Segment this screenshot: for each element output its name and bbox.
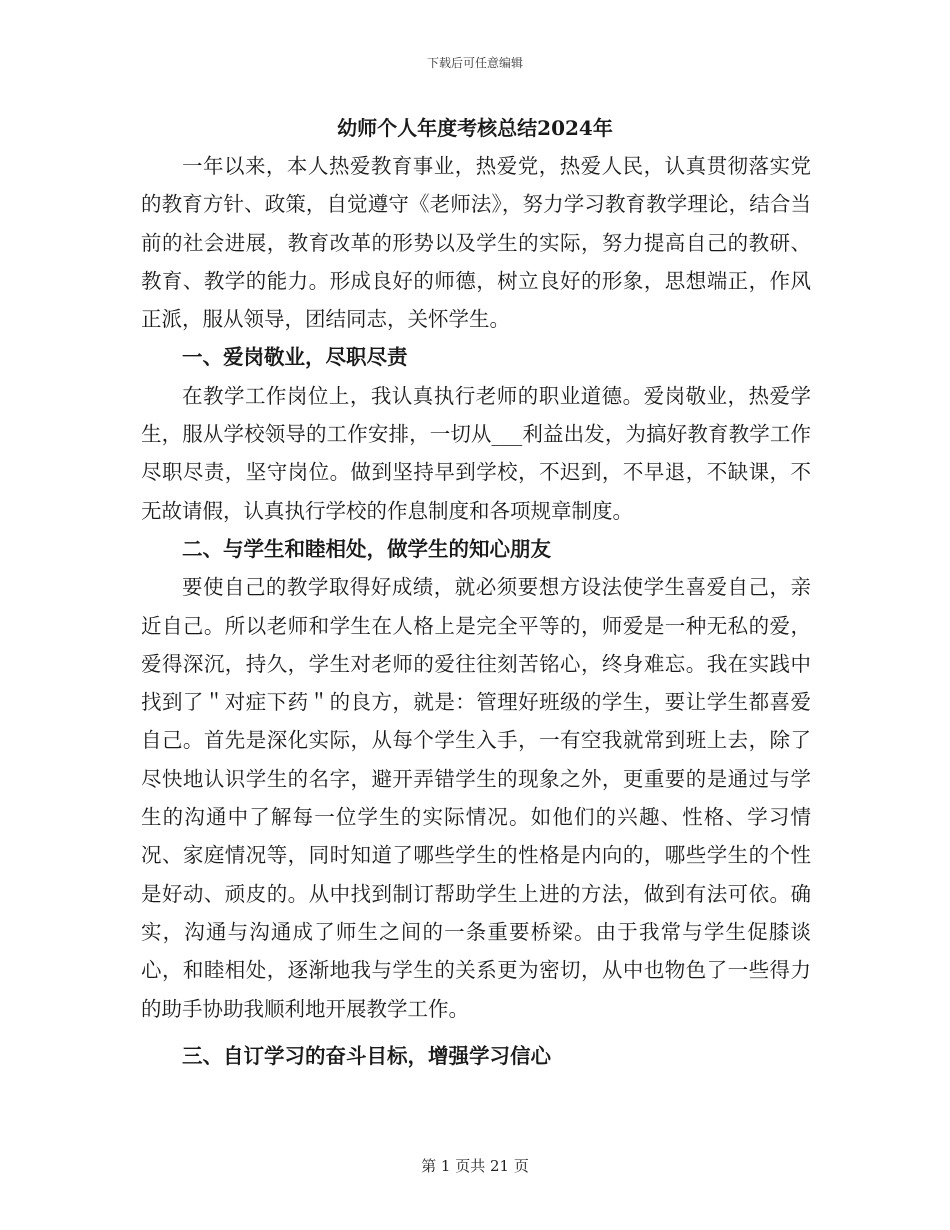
page-footer: 第 1 页共 21 页	[421, 1157, 529, 1175]
paragraph-section-1: 在教学工作岗位上，我认真执行老师的职业道德。爱岗敬业，热爱学生，服从学校领导的工作安排，一切从___利益出发，为搞好教育教学工作尽职尽责，坚守岗位。做到坚持早到学校，不迟到，不早退，不缺课，不无故请假，认真执行学校的作息制度和各项规章制度。	[141, 383, 811, 523]
header-note: 下载后可任意编辑	[426, 56, 523, 70]
document-body	[141, 147, 811, 1075]
section-heading-2: 二、与学生和睦相处，做学生的知心朋友	[182, 536, 551, 561]
paragraph-section-2: 要使自己的教学取得好成绩，就必须要想方设法使学生喜爱自己，亲近自己。所以老师和学生在人格上是完全平等的，师爱是一种无私的爱，爱得深沉，持久，学生对老师的爱往往刻苦铭心，终身难忘。我在实践中找到了＂对症下药＂的良方，就是：管理好班级的学生，要让学生都喜爱自己。首先是深化实际，从每个学生入手，一有空我就常到班上去，除了尽快地认识学生的名字，避开弄错学生的现象之外，更重要的是通过与学生的沟通中了解每一位学生的实际情况。如他们的兴趣、性格、学习情况、家庭情况等，同时知道了哪些学生的性格是内向的，哪些学生的个性是好动、顽皮的。从中找到制订帮助学生上进的方法，做到有法可依。确实，沟通与沟通成了师生之间的一条重要桥梁。由于我常与学生促膝谈心，和睦相处，逐渐地我与学生的关系更为密切，从中也物色了一些得力的助手协助我顺利地开展教学工作。	[141, 575, 811, 1021]
paragraph-intro: 一年以来，本人热爱教育事业，热爱党，热爱人民，认真贯彻落实党的教育方针、政策，自觉遵守《老师法》，努力学习教育教学理论，结合当前的社会进展，教育改革的形势以及学生的实际，努力提高自己的教研、教育、教学的能力。形成良好的师德，树立良好的形象，思想端正，作风正派，服从领导，团结同志，关怀学生。	[141, 154, 811, 332]
document-title: 幼师个人年度考核总结2024年	[337, 116, 613, 140]
section-heading-1: 一、爱岗敬业，尽职尽责	[182, 345, 408, 370]
section-heading-3: 三、自订学习的奋斗目标，增强学习信心	[182, 1043, 551, 1068]
